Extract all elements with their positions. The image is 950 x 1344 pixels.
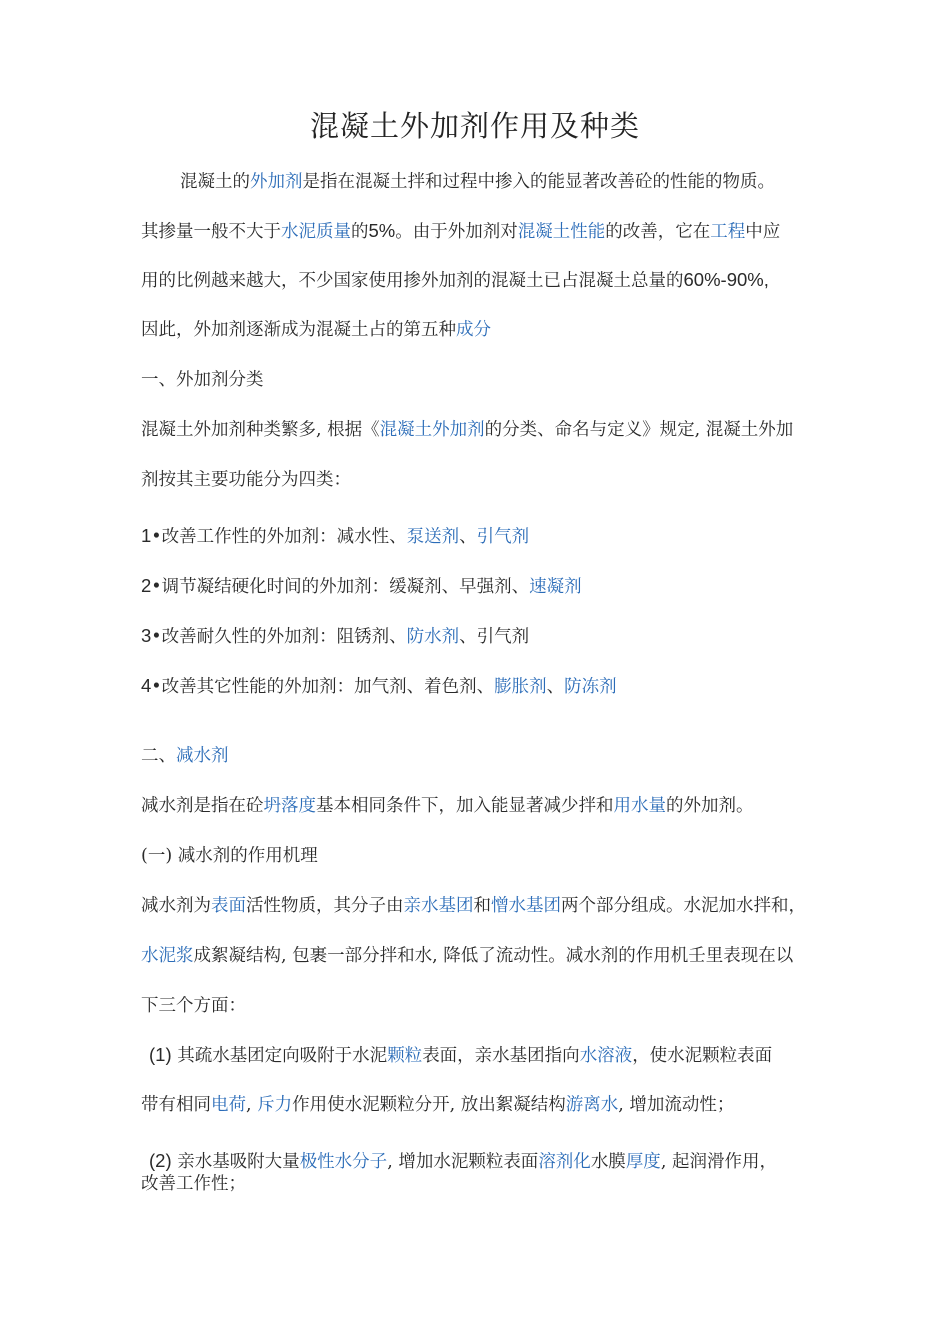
document-title: 混凝土外加剂作用及种类 — [309, 109, 640, 143]
paragraph-line — [141, 418, 821, 442]
link-yongshuiliang[interactable]: 用水量 — [613, 796, 666, 816]
text: •调节凝结硬化时间的外加剂：缓凝剂、早强剂、 — [151, 577, 530, 597]
paragraph-line — [141, 318, 821, 342]
text: 的 — [351, 222, 369, 242]
link-chengfen[interactable]: 成分 — [456, 320, 491, 340]
text: •改善其它性能的外加剂：加气剂、着色剂、 — [151, 677, 495, 697]
text: 表面，亲水基团指向 — [422, 1046, 580, 1066]
paragraph-line: 改善工作性； — [141, 1174, 246, 1194]
list-item — [141, 624, 821, 649]
link-tanluodu[interactable]: 坍落度 — [263, 796, 316, 816]
text: 减水剂为 — [141, 896, 211, 916]
link-keli[interactable]: 颗粒 — [387, 1046, 423, 1066]
paragraph-line: 剂按其主要功能分为四类： — [141, 470, 351, 490]
text: 5% — [368, 220, 396, 241]
link-yinqiji[interactable]: 引气剂 — [476, 527, 530, 547]
link-dianhe[interactable]: 电荷 — [211, 1095, 246, 1115]
text: 混凝土外加剂种类繁多, 根据《 — [141, 420, 380, 440]
text: •改善耐久性的外加剂：阻锈剂、 — [151, 627, 407, 647]
paragraph-line — [141, 219, 821, 244]
link-jianshuiji[interactable]: 减水剂 — [176, 746, 229, 766]
text: 其掺量一般不大于 — [141, 222, 281, 242]
text: , 增加水泥颗粒表面 — [387, 1152, 539, 1172]
text: 1 — [141, 525, 152, 546]
list-point — [149, 1149, 829, 1174]
list-point — [149, 1043, 829, 1068]
paragraph-line — [141, 894, 821, 918]
text: 二、 — [141, 746, 176, 766]
link-shuinijiang[interactable]: 水泥浆 — [141, 946, 194, 966]
paragraph-line — [180, 170, 860, 194]
list-item — [141, 524, 821, 549]
text: , — [246, 1095, 258, 1115]
text: , 起润滑作用， — [660, 1152, 777, 1172]
text: 带有相同 — [141, 1095, 211, 1115]
link-shuirongye[interactable]: 水溶液 — [579, 1046, 633, 1066]
link-gongcheng[interactable]: 工程 — [710, 222, 746, 242]
text: (1) — [149, 1044, 172, 1065]
link-chili[interactable]: 斥力 — [257, 1095, 293, 1115]
text: , 增加流动性； — [618, 1095, 735, 1115]
text: ，使水泥颗粒表面 — [632, 1046, 773, 1066]
section-heading: 一、外加剂分类 — [141, 370, 264, 390]
link-bengsongji[interactable]: 泵送剂 — [406, 527, 460, 547]
paragraph-line — [141, 944, 821, 968]
link-pengzhangji[interactable]: 膨胀剂 — [494, 677, 547, 697]
text: (2) — [149, 1150, 172, 1171]
link-qinshui-jituan[interactable]: 亲水基团 — [403, 896, 474, 916]
text: 的分类、命名与定义》规定, 混凝土外加 — [484, 420, 794, 440]
subsection-heading: (一) 减水剂的作用机理 — [141, 846, 318, 866]
text: 2 — [141, 575, 152, 596]
text: 成絮凝结构, 包裹一部分拌和水, 降低了流动性。减水剂的作用机壬里表现在以 — [193, 946, 794, 966]
text: 的改善，它在 — [605, 222, 711, 242]
text: 、 — [459, 527, 477, 547]
paragraph-line — [141, 794, 821, 818]
text: 、引气剂 — [459, 627, 530, 647]
text: 3 — [141, 625, 152, 646]
text: 作用使水泥颗粒分开, 放出絮凝结构 — [292, 1095, 566, 1115]
link-shuini-zhiliang[interactable]: 水泥质量 — [281, 222, 351, 242]
text: •改善工作性的外加剂：减水性、 — [151, 527, 407, 547]
link-houdu[interactable]: 厚度 — [625, 1152, 661, 1172]
paragraph-line — [141, 1093, 821, 1117]
text: 水膜 — [590, 1152, 626, 1172]
paragraph-line — [141, 268, 821, 293]
text: 中应 — [745, 222, 781, 242]
link-biaomian[interactable]: 表面 — [211, 896, 246, 916]
link-jixing-shuifenzi[interactable]: 极性水分子 — [299, 1152, 388, 1172]
text: 60%-90%, — [683, 269, 769, 290]
link-youlishui[interactable]: 游离水 — [565, 1095, 619, 1115]
link-sunningji[interactable]: 速凝剂 — [529, 577, 582, 597]
text: 基本相同条件下，加入能显著减少拌和 — [316, 796, 614, 816]
text: 、 — [546, 677, 565, 697]
link-rongjihua[interactable]: 溶剂化 — [538, 1152, 591, 1172]
link-hunningtu-waijiaji[interactable]: 混凝土外加剂 — [379, 420, 485, 440]
text: 4 — [141, 675, 152, 696]
text: 两个部分组成。水泥加水拌和， — [561, 896, 806, 916]
text: 是指在混凝土拌和过程中掺入的能显著改善砼的性能的物质。 — [302, 172, 775, 192]
text: 混凝土的 — [180, 172, 250, 192]
text: 和 — [473, 896, 491, 916]
text: 因此，外加剂逐渐成为混凝土占的第五种 — [141, 320, 456, 340]
link-fangdongji[interactable]: 防冻剂 — [564, 677, 617, 697]
text: 其疏水基团定向吸附于水泥 — [171, 1046, 388, 1066]
paragraph-line: 下三个方面： — [141, 996, 246, 1016]
text: 减水剂是指在砼 — [141, 796, 264, 816]
text: 。由于外加剂对 — [395, 222, 518, 242]
text: 活性物质，其分子由 — [246, 896, 404, 916]
link-fangshuiji[interactable]: 防水剂 — [406, 627, 460, 647]
text: 亲水基吸附大量 — [171, 1152, 300, 1172]
text: 用的比例越来越大，不少国家使用掺外加剂的混凝土已占混凝土总量的 — [141, 271, 684, 291]
link-hunningtu-xingneng[interactable]: 混凝土性能 — [517, 222, 606, 242]
link-zengshui-jituan[interactable]: 憎水基团 — [491, 896, 561, 916]
text: 的外加剂。 — [666, 796, 754, 816]
link-waijiaji[interactable]: 外加剂 — [250, 172, 303, 192]
list-item — [141, 574, 821, 599]
section-heading — [141, 744, 821, 768]
list-item — [141, 674, 821, 699]
